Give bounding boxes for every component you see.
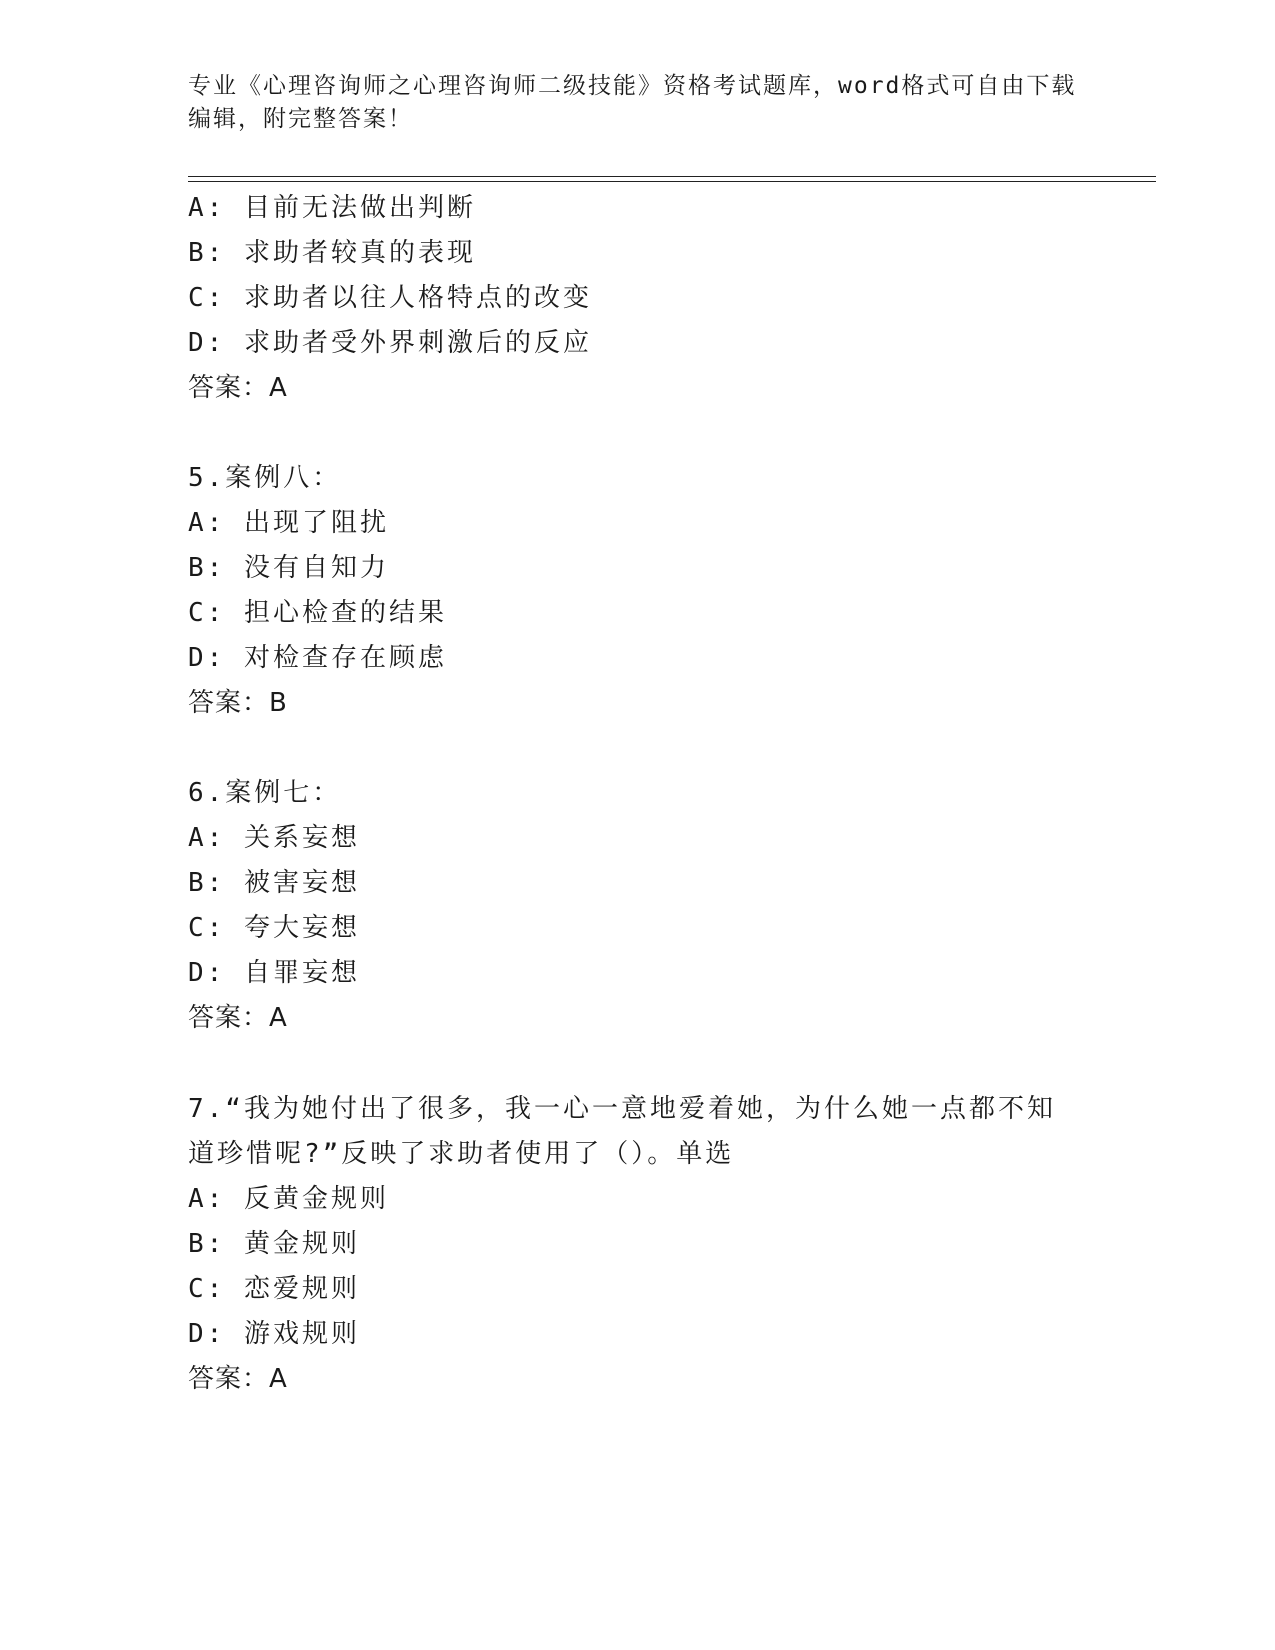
q5-option-d: D: 对检查存在顾虑 <box>188 643 447 673</box>
q6-answer: 答案：A <box>188 1003 288 1033</box>
q4-option-a: A: 目前无法做出判断 <box>188 193 476 223</box>
q4-option-b: B: 求助者较真的表现 <box>188 238 476 268</box>
q5-option-b: B: 没有自知力 <box>188 553 389 583</box>
q4-option-c: C: 求助者以往人格特点的改变 <box>188 283 592 313</box>
header-line-2: 编辑，附完整答案！ <box>188 106 413 132</box>
q6-title: 6.案例七： <box>188 778 342 808</box>
q6-option-d: D: 自罪妄想 <box>188 958 360 988</box>
q5-title: 5.案例八： <box>188 463 342 493</box>
q5-answer: 答案：B <box>188 688 288 718</box>
q7-option-d: D: 游戏规则 <box>188 1319 360 1349</box>
q7-option-c: C: 恋爱规则 <box>188 1274 360 1304</box>
q6-option-b: B: 被害妄想 <box>188 868 360 898</box>
q7-title-line-1: 7.“我为她付出了很多，我一心一意地爱着她，为什么她一点都不知 <box>188 1094 1056 1124</box>
q6-option-c: C: 夸大妄想 <box>188 913 360 943</box>
header-divider-top <box>188 176 1156 177</box>
q6-option-a: A: 关系妄想 <box>188 823 360 853</box>
document-header <box>188 70 1088 136</box>
q4-answer: 答案：A <box>188 373 288 403</box>
header-line-1: 专业《心理咨询师之心理咨询师二级技能》资格考试题库，word格式可自由下载 <box>188 73 1077 99</box>
q7-title-line-2: 道珍惜呢?”反映了求助者使用了（）。单选 <box>188 1139 735 1169</box>
header-divider-bottom <box>188 181 1156 182</box>
q5-option-c: C: 担心检查的结果 <box>188 598 447 628</box>
q7-option-b: B: 黄金规则 <box>188 1229 360 1259</box>
q5-option-a: A: 出现了阻扰 <box>188 508 389 538</box>
q7-answer: 答案：A <box>188 1364 288 1394</box>
q7-option-a: A: 反黄金规则 <box>188 1184 389 1214</box>
q4-option-d: D: 求助者受外界刺激后的反应 <box>188 328 592 358</box>
